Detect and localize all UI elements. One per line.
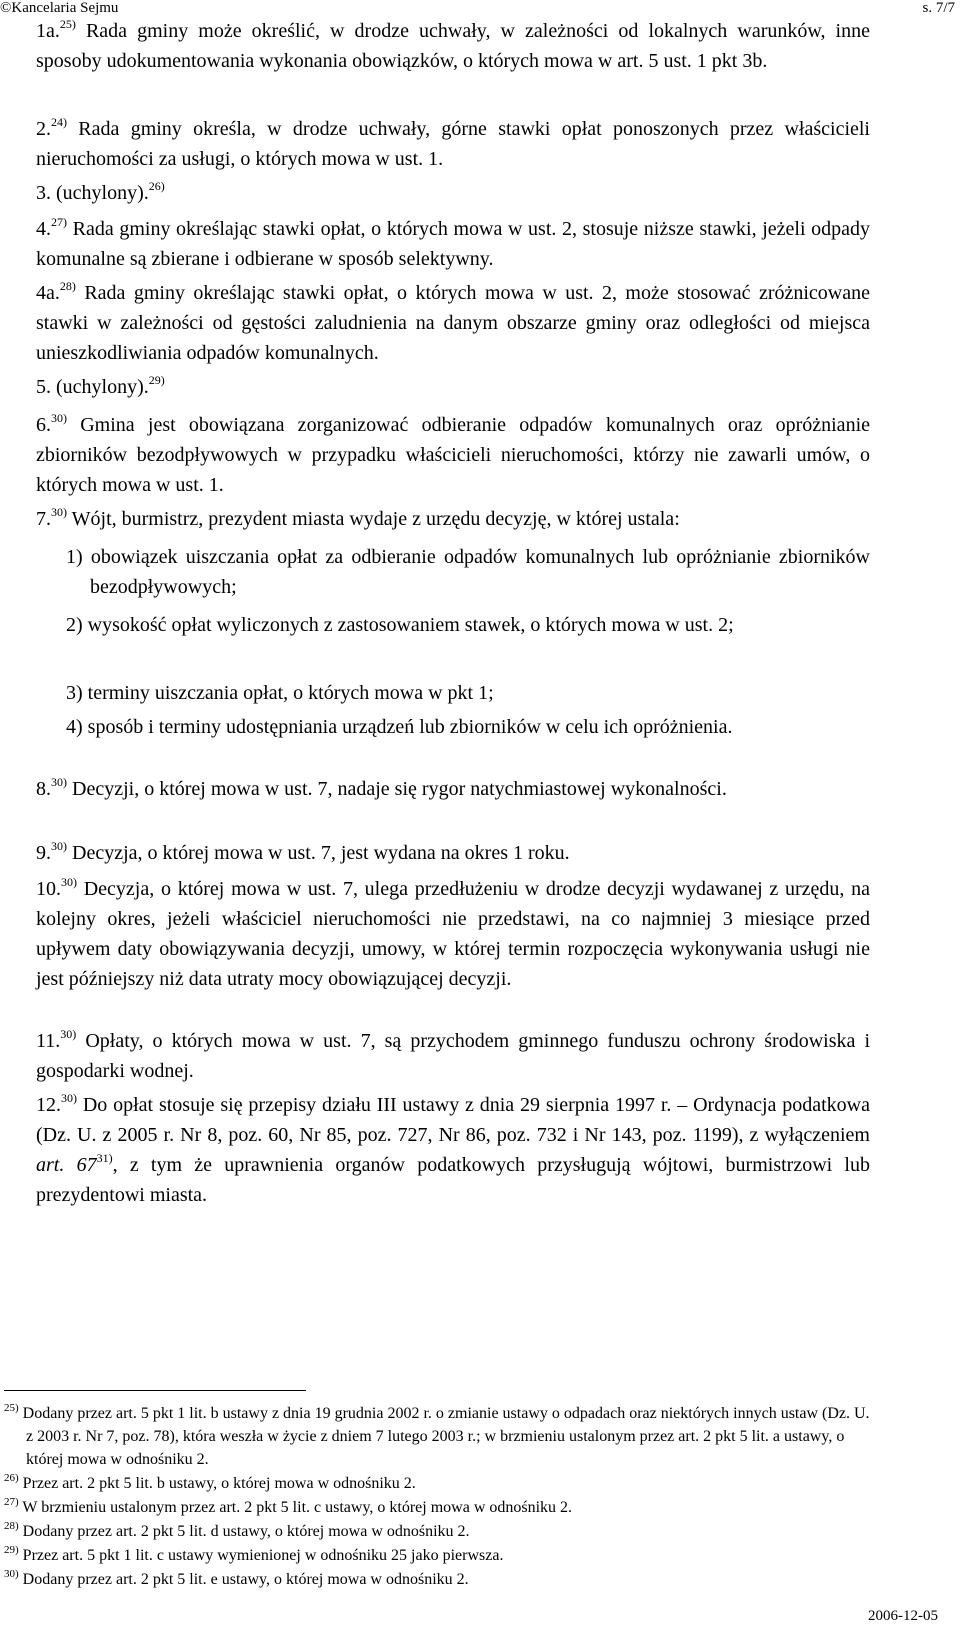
footnote-text: Przez art. 5 pkt 1 lit. c ustawy wymienionej w odnośniku 25 jako pierwsza. xyxy=(18,1547,504,1564)
paragraph-text: Opłaty, o których mowa w ust. 7, są przychodem gminnego funduszu ochrony środowiska i gospodarki wodnej. xyxy=(36,1030,870,1082)
paragraph-number: 8. xyxy=(36,778,51,800)
footnote-ref: 30) xyxy=(51,411,67,426)
article-reference: art. 67 xyxy=(36,1154,97,1176)
footnote-marker: 29) xyxy=(4,1543,19,1556)
paragraph-text: Decyzja, o której mowa w ust. 7, jest wydana na okres 1 roku. xyxy=(67,842,570,864)
footnote-ref: 28) xyxy=(59,279,76,294)
footnote-ref: 24) xyxy=(51,115,67,130)
header-page-number: s. 7/7 xyxy=(922,0,955,16)
footnote-ref: 30) xyxy=(61,1091,77,1106)
paragraph-number: 3. xyxy=(36,182,51,204)
footnote-ref: 30) xyxy=(51,839,67,854)
paragraph-number: 10. xyxy=(36,878,61,900)
paragraph-4a xyxy=(36,278,870,368)
footnote-29 xyxy=(4,1544,870,1567)
paragraph-number: 11. xyxy=(36,1030,61,1052)
paragraph-11 xyxy=(36,1026,870,1086)
footnote-marker: 26) xyxy=(4,1471,19,1484)
paragraph-number: 7. xyxy=(36,508,51,530)
paragraph-text: (uchylony). xyxy=(51,182,149,204)
paragraph-6 xyxy=(36,410,870,500)
footnote-ref: 30) xyxy=(51,775,67,790)
paragraph-text: Do opłat stosuje się przepisy działu III ustawy z dnia 29 sierpnia 1997 r. – Ordynacja podatkowa (Dz. U. z 2005 r. Nr 8, poz. 60, Nr 85, poz. 727, Nr 86, poz. 732 i Nr 143, poz. 1199), z wyłączeniem xyxy=(36,1094,870,1146)
paragraph-number: 12. xyxy=(36,1094,61,1116)
paragraph-text: Rada gminy określa, w drodze uchwały, górne stawki opłat ponoszonych przez właścicieli nieruchomości za usługi, o których mowa w ust. 1. xyxy=(36,118,870,170)
footnote-ref: 26) xyxy=(148,179,165,194)
paragraph-text: Wójt, burmistrz, prezydent miasta wydaje z urzędu decyzję, w której ustala: xyxy=(67,508,680,530)
paragraph-9 xyxy=(36,838,870,868)
paragraph-3 xyxy=(36,178,870,208)
footnote-marker: 28) xyxy=(4,1519,19,1532)
footnote-ref: 30) xyxy=(61,875,77,890)
paragraph-text: Gmina jest obowiązana zorganizować odbieranie odpadów komunalnych oraz opróżnianie zbiorników bezodpływowych w przypadku właścicieli nieruchomości, którzy nie zawarli umów, o których mowa w ust. 1. xyxy=(36,414,870,496)
footnote-ref: 25) xyxy=(59,17,76,32)
footnote-text: Dodany przez art. 5 pkt 1 lit. b ustawy z dnia 19 grudnia 2002 r. o zmianie ustawy o odpadach oraz niektórych innych ustaw (Dz. U. z 2003 r. Nr 7, poz. 78), która weszła w życie z dniem 7 lutego 2003 r.; w brzmieniu ustalonym przez art. 2 pkt 5 lit. a ustawy, o której mowa w odnośniku 2. xyxy=(18,1405,870,1468)
footnote-text: Przez art. 2 pkt 5 lit. b ustawy, o której mowa w odnośniku 2. xyxy=(18,1475,416,1492)
paragraph-number: 5. xyxy=(36,376,51,398)
footnote-26 xyxy=(4,1472,870,1495)
footnote-ref: 30) xyxy=(51,505,67,520)
paragraph-1a xyxy=(36,16,870,76)
footnote-27 xyxy=(4,1496,870,1519)
footnote-28 xyxy=(4,1520,870,1543)
paragraph-text: Decyzji, o której mowa w ust. 7, nadaje się rygor natychmiastowej wykonalności. xyxy=(67,778,727,800)
footnote-marker: 30) xyxy=(4,1567,19,1580)
footnote-separator xyxy=(4,1390,306,1391)
paragraph-text: (uchylony). xyxy=(51,376,149,398)
paragraph-number: 6. xyxy=(36,414,51,436)
footnote-30 xyxy=(4,1568,870,1591)
paragraph-text: Rada gminy może określić, w drodze uchwały, w zależności od lokalnych warunków, inne sposoby udokumentowania wykonania obowiązków, o których mowa w art. 5 ust. 1 pkt 3b. xyxy=(36,20,870,72)
footnote-text: W brzmieniu ustalonym przez art. 2 pkt 5 lit. c ustawy, o której mowa w odnośniku 2. xyxy=(18,1499,573,1516)
footnote-25 xyxy=(4,1402,870,1471)
footnote-marker: 27) xyxy=(4,1495,19,1508)
paragraph-number: 1a. xyxy=(36,20,60,42)
paragraph-12 xyxy=(36,1090,870,1210)
list-item: 3) terminy uiszczania opłat, o których mowa w pkt 1; xyxy=(66,682,494,704)
paragraph-8 xyxy=(36,774,870,804)
footnote-marker: 25) xyxy=(4,1401,19,1414)
paragraph-10 xyxy=(36,874,870,994)
list-item: 2) wysokość opłat wyliczonych z zastosowaniem stawek, o których mowa w ust. 2; xyxy=(66,614,734,636)
footnote-text: Dodany przez art. 2 pkt 5 lit. d ustawy, o której mowa w odnośniku 2. xyxy=(18,1523,470,1540)
paragraph-text: , z tym że uprawnienia organów podatkowych przysługują wójtowi, burmistrzowi lub prezydentowi miasta. xyxy=(36,1154,870,1206)
footnote-ref: 29) xyxy=(148,373,165,388)
list-item: 1) obowiązek uiszczania opłat za odbieranie odpadów komunalnych lub opróżnianie zbiorników bezodpływowych; xyxy=(66,546,870,598)
paragraph-5 xyxy=(36,372,870,402)
paragraph-text: Rada gminy określając stawki opłat, o których mowa w ust. 2, stosuje niższe stawki, jeżeli odpady komunalne są zbierane i odbierane w sposób selektywny. xyxy=(36,218,870,270)
footnote-ref: 30) xyxy=(60,1027,77,1042)
footnote-text: Dodany przez art. 2 pkt 5 lit. e ustawy, o której mowa w odnośniku 2. xyxy=(18,1571,469,1588)
paragraph-text: Rada gminy określając stawki opłat, o których mowa w ust. 2, może stosować zróżnicowane stawki w zależności od gęstości zaludnienia na danym obszarze gminy oraz odległości od miejsca unieszkodliwiania odpadów komunalnych. xyxy=(36,282,870,364)
footer-date: 2006-12-05 xyxy=(868,1608,938,1624)
paragraph-number: 4a. xyxy=(36,282,60,304)
paragraph-7 xyxy=(36,504,870,534)
paragraph-2 xyxy=(36,114,870,174)
list-item: 4) sposób i terminy udostępniania urządzeń lub zbiorników w celu ich opróżnienia. xyxy=(66,716,733,738)
paragraph-text: Decyzja, o której mowa w ust. 7, ulega przedłużeniu w drodze decyzji wydawanej z urzędu, na kolejny okres, jeżeli właściciel nieruchomości nie przedstawi, na co najmniej 3 miesiące przed upływem daty obowiązywania decyzji, umowy, w której termin rozpoczęcia wykonywania usługi nie jest późniejszy niż data utraty mocy obowiązującej decyzji. xyxy=(36,878,870,990)
paragraph-4 xyxy=(36,214,870,274)
paragraph-number: 4. xyxy=(36,218,51,240)
footnote-ref: 27) xyxy=(51,215,67,230)
paragraph-number: 2. xyxy=(36,118,51,140)
footnote-ref: 31) xyxy=(96,1151,113,1166)
header-copyright: ©Kancelaria Sejmu xyxy=(0,0,119,16)
paragraph-number: 9. xyxy=(36,842,51,864)
